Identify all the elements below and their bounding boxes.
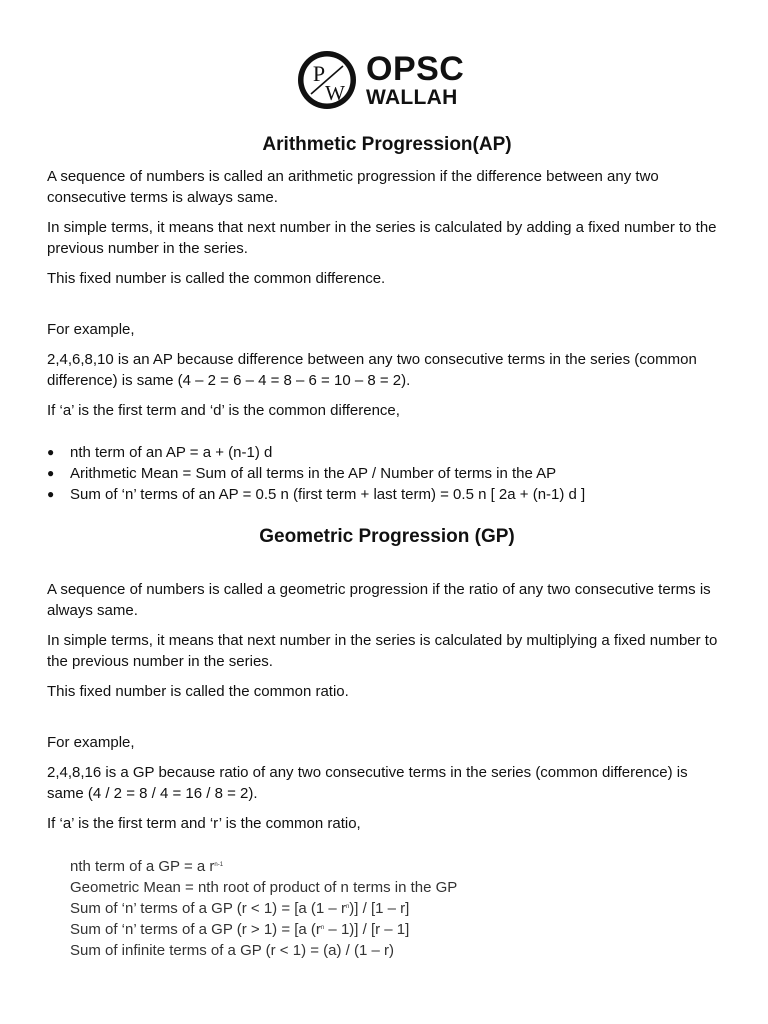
gp-section	[47, 524, 727, 961]
document-body	[47, 132, 727, 961]
brand-wordmark	[366, 52, 464, 108]
gp-formula-sum-infinite: Sum of infinite terms of a GP (r < 1) = (a) / (1 – r)	[70, 942, 394, 959]
ap-formula-nth-term: ● nth term of an AP = a + (n-1) d	[47, 442, 727, 463]
ap-heading: Arithmetic Progression(AP)	[262, 134, 512, 155]
gp-fixed-number: This fixed number is called the common ratio.	[47, 683, 349, 700]
ap-fixed-number: This fixed number is called the common difference.	[47, 270, 386, 287]
gp-formula-geometric-mean: Geometric Mean = nth root of product of n terms in the GP	[70, 879, 458, 896]
gp-formula-sum-r-less-1: Sum of ‘n’ terms of a GP (r < 1) = [a $(1 - r^n)] / [1 - r]$	[70, 900, 410, 917]
gp-simple-terms: In simple terms, it means that next number in the series is calculated by multiplying a fixed number to the previous number in the series.	[47, 632, 718, 670]
ap-formula-sum: ● Sum of ‘n’ terms of an AP = 0.5 n (first term + last term) = 0.5 n [ 2a + (n-1) d ]	[47, 484, 727, 505]
ap-section	[47, 132, 727, 505]
ap-example: 2,4,6,8,10 is an AP because difference between any two consecutive terms in the series (common difference) is same (4 – 2 = 6 – 4 = 8 – 6 = 10 – 8 = 2).	[47, 351, 697, 389]
ap-formula-intro: If ‘a’ is the first term and ‘d’ is the common difference,	[47, 402, 400, 419]
gp-example: 2,4,8,16 is a GP because ratio of any two consecutive terms in the series (common difference) is same (4 / 2 = 8 / 4 = 16 / 8 = 2).	[47, 764, 688, 802]
gp-formula-nth-term: nth term of a GP = a $r^{n-1}$	[70, 858, 224, 875]
gp-definition: A sequence of numbers is called a geometric progression if the ratio of any two consecutive terms is always same.	[47, 581, 711, 619]
brand-line-2: WALLAH	[366, 86, 458, 109]
brand-logo	[297, 50, 464, 110]
gp-formula-sum-r-greater-1: Sum of ‘n’ terms of a GP (r > 1) = [a $(r^n - 1)] / [r - 1]$	[70, 921, 410, 938]
pw-monogram-icon	[297, 50, 357, 110]
ap-formula-arithmetic-mean: ● Arithmetic Mean = Sum of all terms in the AP / Number of terms in the AP	[47, 463, 727, 484]
ap-formula-list	[47, 442, 727, 505]
ap-simple-terms: In simple terms, it means that next number in the series is calculated by adding a fixed number to the previous number in the series.	[47, 219, 717, 257]
monogram-w: W	[325, 81, 345, 105]
ap-definition: A sequence of numbers is called an arithmetic progression if the difference between any two consecutive terms is always same.	[47, 168, 659, 206]
gp-heading: Geometric Progression (GP)	[259, 526, 515, 547]
gp-formula-list	[47, 856, 727, 961]
gp-formula-intro: If ‘a’ is the first term and ‘r’ is the common ratio,	[47, 815, 361, 832]
gp-example-label: For example,	[47, 734, 135, 751]
ap-example-label: For example,	[47, 321, 135, 338]
brand-line-1: OPSC	[366, 50, 465, 88]
monogram-p: P	[312, 61, 326, 86]
